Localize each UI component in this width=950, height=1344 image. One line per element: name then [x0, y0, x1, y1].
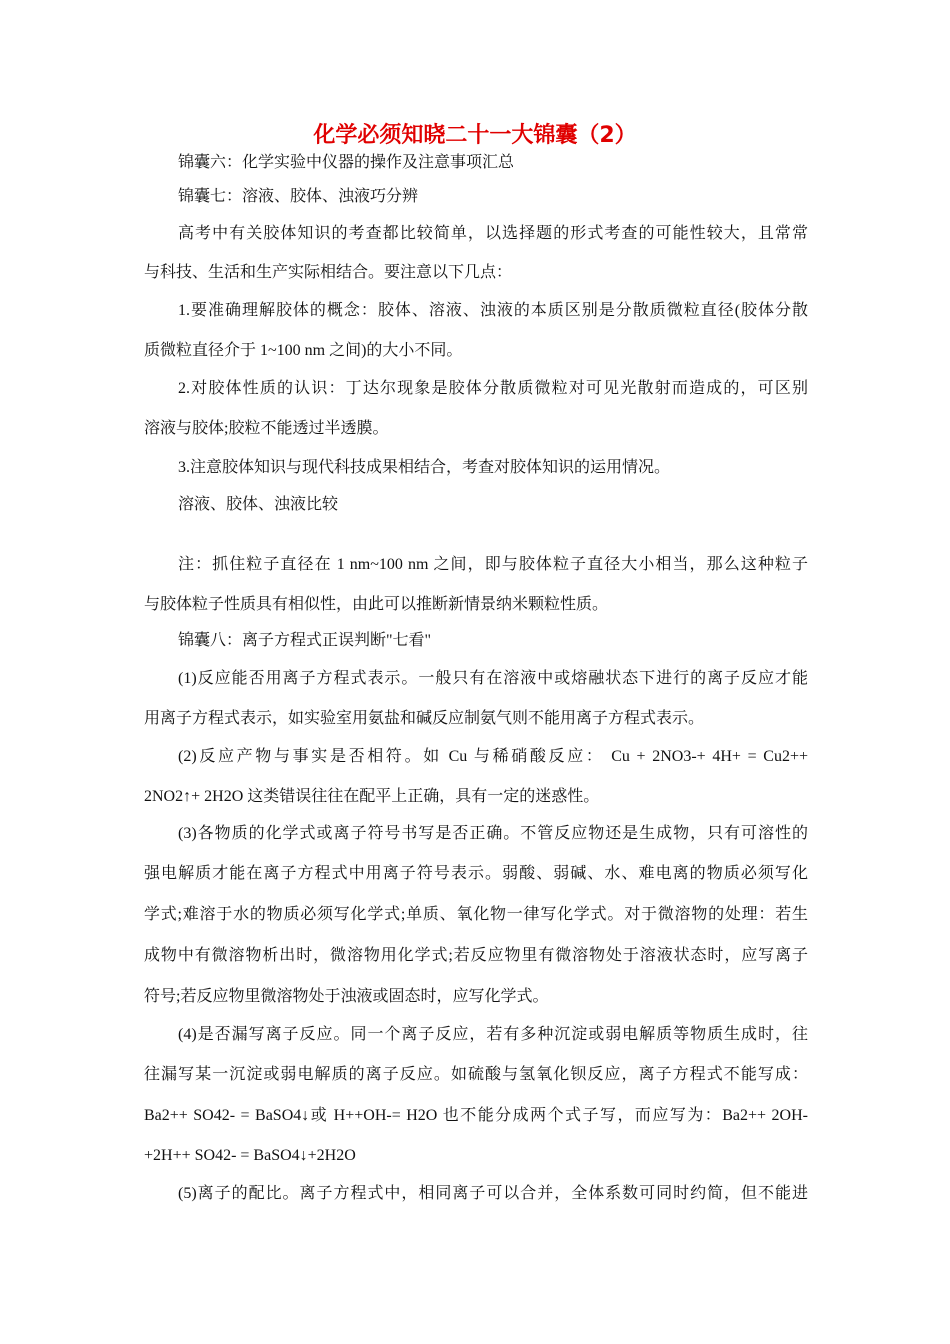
document-title: 化学必须知晓二十一大锦囊（2） [313, 123, 637, 148]
paragraph-line: 注：抓住粒子直径在 1 nm~100 nm 之间，即与胶体粒子直径大小相当，那么这种粒子 [178, 556, 808, 573]
paragraph-line: 与科技、生活和生产实际相结合。要注意以下几点： [144, 264, 513, 281]
paragraph-line: (4)是否漏写离子反应。同一个离子反应，若有多种沉淀或弱电解质等物质生成时，往 [178, 1026, 808, 1043]
paragraph-line: 1.要准确理解胶体的概念：胶体、溶液、浊液的本质区别是分散质微粒直径(胶体分散 [178, 302, 808, 319]
paragraph-line: 3.注意胶体知识与现代科技成果相结合，考查对胶体知识的运用情况。 [178, 459, 671, 476]
paragraph-line: 强电解质才能在离子方程式中用离子符号表示。弱酸、弱碱、水、难电离的物质必须写化 [144, 865, 808, 882]
paragraph-line: (1)反应能否用离子方程式表示。一般只有在溶液中或熔融状态下进行的离子反应才能 [178, 670, 808, 687]
heading-jinnang-8: 锦囊八：离子方程式正误判断"七看" [178, 632, 432, 649]
heading-jinnang-7: 锦囊七：溶液、胶体、浊液巧分辨 [178, 188, 419, 205]
paragraph-line: 学式;难溶于水的物质必须写化学式;单质、氧化物一律写化学式。对于微溶物的处理：若生 [144, 906, 808, 923]
paragraph-line: (5)离子的配比。离子方程式中，相同离子可以合并，全体系数可同时约简，但不能进 [178, 1185, 808, 1202]
paragraph-line: +2H++ SO42- = BaSO4↓+2H2O [144, 1147, 356, 1164]
section-label: 溶液、胶体、浊液比较 [178, 496, 339, 513]
paragraph-line: 成物中有微溶物析出时，微溶物用化学式;若反应物里有微溶物处于溶液状态时，应写离子 [144, 947, 808, 964]
heading-jinnang-6: 锦囊六：化学实验中仪器的操作及注意事项汇总 [178, 154, 515, 171]
paragraph-line: 往漏写某一沉淀或弱电解质的离子反应。如硫酸与氢氧化钡反应，离子方程式不能写成： [144, 1066, 808, 1083]
paragraph-line: 溶液与胶体;胶粒不能透过半透膜。 [144, 420, 389, 437]
paragraph-line: 质微粒直径介于 1~100 nm 之间)的大小不同。 [144, 342, 463, 359]
paragraph-line: 用离子方程式表示，如实验室用氨盐和碱反应制氨气则不能用离子方程式表示。 [144, 710, 705, 727]
paragraph-line: 符号;若反应物里微溶物处于浊液或固态时，应写化学式。 [144, 988, 549, 1005]
paragraph-line: (3)各物质的化学式或离子符号书写是否正确。不管反应物还是生成物，只有可溶性的 [178, 825, 808, 842]
paragraph-line: (2)反应产物与事实是否相符。如 Cu 与稀硝酸反应： Cu + 2NO3-+ 4H+ = Cu2++ [178, 748, 808, 765]
paragraph-line: Ba2++ SO42- = BaSO4↓或 H++OH-= H2O 也不能分成两个式子写，而应写为：Ba2++ 2OH- [144, 1107, 808, 1124]
paragraph-line: 2NO2↑+ 2H2O 这类错误往往在配平上正确，具有一定的迷惑性。 [144, 788, 600, 805]
paragraph-line: 与胶体粒子性质具有相似性，由此可以推断新情景纳米颗粒性质。 [144, 596, 609, 613]
paragraph-line: 高考中有关胶体知识的考查都比较简单，以选择题的形式考查的可能性较大，且常常 [178, 225, 808, 242]
paragraph-line: 2.对胶体性质的认识：丁达尔现象是胶体分散质微粒对可见光散射而造成的，可区别 [178, 380, 808, 397]
